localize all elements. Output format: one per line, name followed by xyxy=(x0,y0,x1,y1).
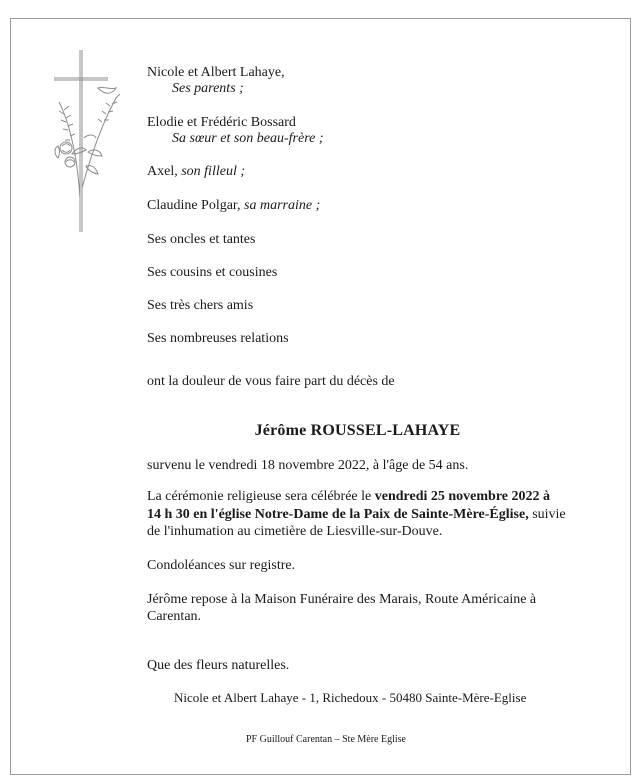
ceremony-intro: La cérémonie religieuse sera célébrée le xyxy=(147,489,375,504)
sister-names: Elodie et Frédéric Bossard xyxy=(147,115,296,130)
funeral-home-footer: PF Guillouf Carentan – Ste Mère Eglise xyxy=(246,734,406,745)
godson-name: Axel, xyxy=(147,164,178,179)
cross-wheat-ornament-icon xyxy=(50,48,124,234)
death-line: survenu le vendredi 18 novembre 2022, à l'âge de 54 ans. xyxy=(147,458,469,473)
repose-line-1: Jérôme repose à la Maison Funéraire des Marais, Route Américaine à xyxy=(147,592,537,607)
godson-role: son filleul ; xyxy=(181,164,245,179)
parents-names: Nicole et Albert Lahaye, xyxy=(147,65,285,80)
group-cousins: Ses cousins et cousines xyxy=(147,265,278,280)
parents-role: Ses parents ; xyxy=(172,81,244,96)
godson-line xyxy=(147,163,245,180)
ceremony-paragraph xyxy=(147,488,567,541)
condolences: Condoléances sur registre. xyxy=(147,558,296,573)
repose-line-2: Carentan. xyxy=(147,609,202,624)
ceremony-date-place: vendredi 25 novembre 2022 à 14 h 30 en l'église Notre-Dame de la Paix de Sainte-Mère-Église, xyxy=(147,489,551,522)
deceased-name: Jérôme ROUSSEL-LAHAYE xyxy=(254,422,461,439)
group-friends: Ses très chers amis xyxy=(147,298,254,313)
flowers-note: Que des fleurs naturelles. xyxy=(147,658,290,673)
family-address: Nicole et Albert Lahaye - 1, Richedoux - 50480 Sainte-Mère-Eglise xyxy=(174,690,527,705)
sister-role: Sa sœur et son beau-frère ; xyxy=(172,131,324,146)
godmother-name: Claudine Polgar, xyxy=(147,198,241,213)
announcement: ont la douleur de vous faire part du décès de xyxy=(147,374,395,389)
ceremony-burial: suivie de l'inhumation au cimetière de Liesville-sur-Douve. xyxy=(147,506,566,539)
godmother-role: sa marraine ; xyxy=(244,198,321,213)
group-relations: Ses nombreuses relations xyxy=(147,331,289,346)
godmother-line xyxy=(147,197,320,214)
group-uncles-aunts: Ses oncles et tantes xyxy=(147,232,256,247)
